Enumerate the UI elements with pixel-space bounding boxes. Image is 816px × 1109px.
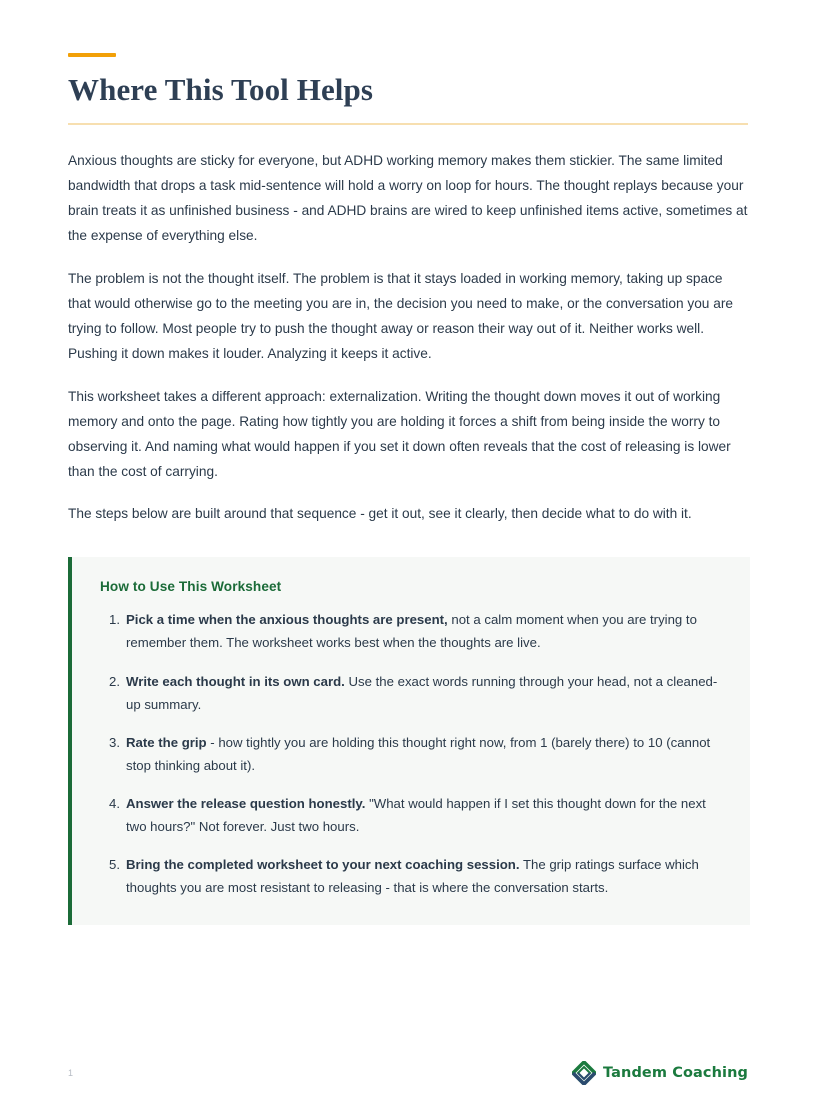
brand-name: Tandem Coaching — [603, 1065, 748, 1081]
body-paragraph: The problem is not the thought itself. The problem is that it stays loaded in working memory, taking up space that would otherwise go to the meeting you are in, the decision you need to make, or the conversation you are trying to follow. Most people try to push the thought away or reason their way out of it. Neither works well. Pushing it down makes it louder. Analyzing it keeps it active. — [68, 270, 734, 361]
step-number: 2. — [109, 673, 120, 689]
title-divider-rule — [68, 123, 748, 125]
step-rest: The grip ratings surface which thoughts you are most resistant to releasing - that is where the conversation starts. — [126, 857, 699, 896]
brand-logo — [572, 1061, 748, 1085]
diamond-logo-icon — [572, 1061, 596, 1085]
list-item — [100, 608, 722, 654]
step-lead: Rate the grip — [126, 734, 207, 750]
body-paragraph: The steps below are built around that sequence - get it out, see it clearly, then decide what to do with it. — [68, 506, 692, 522]
callout-title: How to Use This Worksheet — [100, 579, 282, 595]
step-lead: Answer the release question honestly. — [126, 795, 366, 811]
step-lead: Write each thought in its own card. — [126, 673, 345, 689]
steps-list — [100, 608, 722, 899]
page-number: 1 — [68, 1068, 74, 1078]
page-title: Where This Tool Helps — [68, 72, 374, 107]
step-rest: - how tightly you are holding this thought right now, from 1 (barely there) to 10 (cannot stop thinking about it). — [126, 734, 711, 773]
title-accent-bar — [68, 53, 116, 57]
step-lead: Pick a time when the anxious thoughts are present, — [126, 612, 448, 628]
page-footer — [68, 1059, 748, 1087]
step-lead: Bring the completed worksheet to your next coaching session. — [126, 857, 520, 873]
step-text — [126, 792, 722, 838]
step-rest: Use the exact words running through your head, not a cleaned-up summary. — [126, 673, 718, 712]
body-paragraph: This worksheet takes a different approach: externalization. Writing the thought down moves it out of working memory and onto the page. Rating how tightly you are holding it forces a shift from being inside the worry to observing it. And naming what would happen if you set it down often reveals that the cost of releasing is lower than the cost of carrying. — [68, 388, 731, 479]
body-copy — [68, 149, 748, 527]
step-number: 4. — [109, 795, 120, 811]
step-text — [126, 731, 722, 777]
step-number: 5. — [109, 857, 120, 873]
step-number: 1. — [109, 612, 120, 628]
step-text — [126, 608, 722, 654]
how-to-use-callout — [68, 557, 750, 925]
document-page — [0, 53, 816, 1109]
body-paragraph: Anxious thoughts are sticky for everyone, but ADHD working memory makes them stickier. The same limited bandwidth that drops a task mid-sentence will hold a worry on loop for hours. The thought replays because your brain treats it as unfinished business - and ADHD brains are wired to keep unfinished items active, sometimes at the expense of everything else. — [68, 153, 748, 243]
step-rest: "What would happen if I set this thought down for the next two hours?" Not forever. Just two hours. — [126, 795, 706, 835]
list-item — [100, 670, 722, 716]
list-item — [100, 853, 722, 899]
step-text — [126, 853, 722, 899]
step-rest: not a calm moment when you are trying to remember them. The worksheet works best when the thoughts are live. — [126, 612, 697, 651]
step-text — [126, 670, 722, 716]
list-item — [100, 792, 722, 838]
step-number: 3. — [109, 734, 120, 750]
list-item — [100, 731, 722, 777]
